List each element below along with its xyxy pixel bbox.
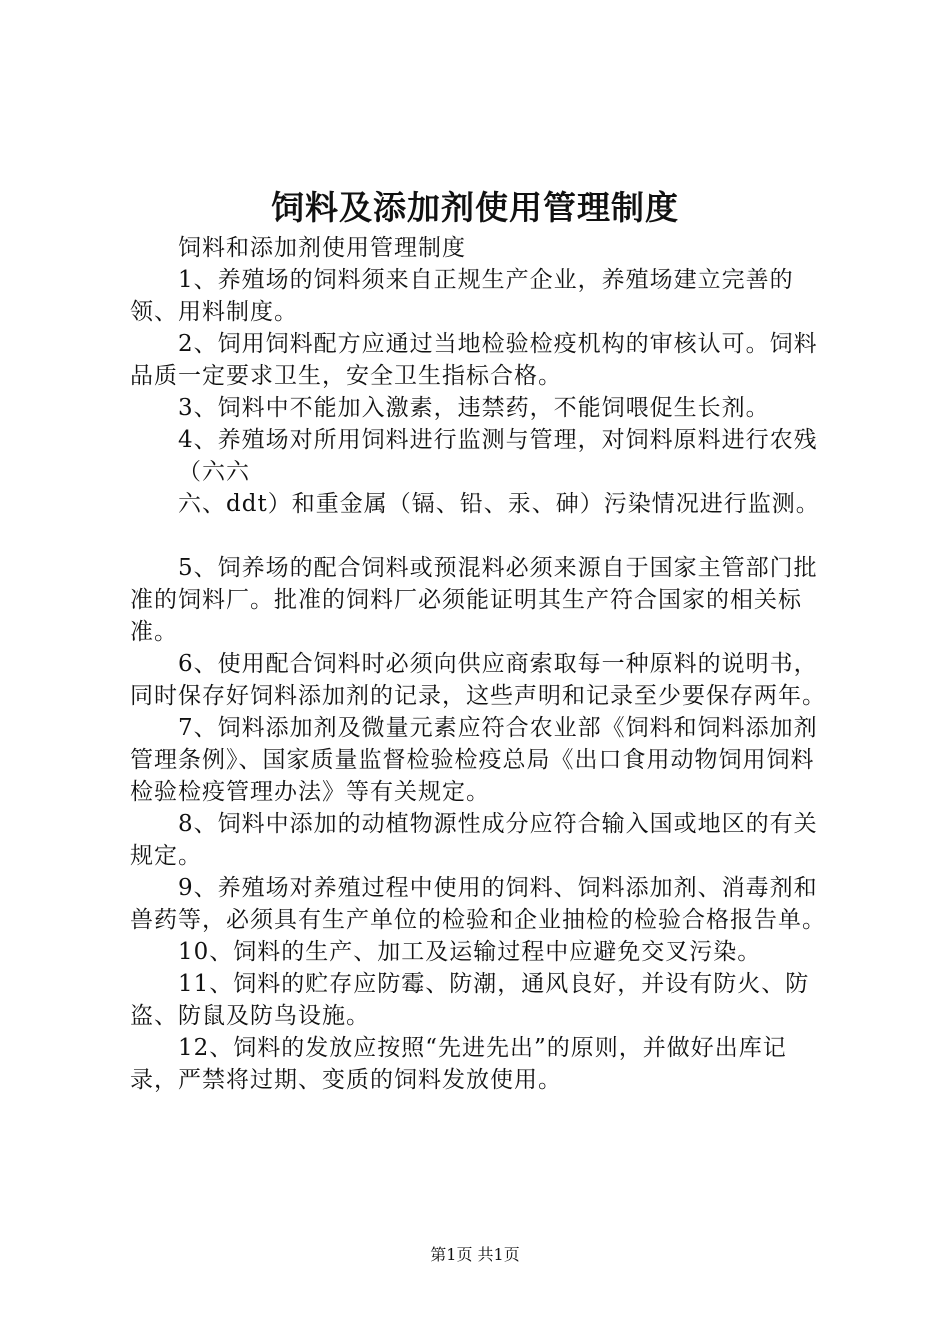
paragraph-1: 1、养殖场的饲料须来自正规生产企业，养殖场建立完善的领、用料制度。	[130, 267, 794, 325]
paragraph-11: 11、饲料的贮存应防霉、防潮，通风良好，并设有防火、防盗、防鼠及防鸟设施。	[130, 971, 810, 1029]
paragraph-2: 2、饲用饲料配方应通过当地检验检疫机构的审核认可。饲料品质一定要求卫生，安全卫生指标合格。	[130, 331, 818, 389]
paragraph-5: 5、饲养场的配合饲料或预混料必须来源自于国家主管部门批准的饲料厂。批准的饲料厂必须能证明其生产符合国家的相关标准。	[130, 555, 818, 645]
paragraph-10: 10、饲料的生产、加工及运输过程中应避免交叉污染。	[178, 939, 762, 965]
document-subtitle: 饲料和添加剂使用管理制度	[178, 235, 466, 261]
paragraph-12: 12、饲料的发放应按照“先进先出”的原则，并做好出库记录，严禁将过期、变质的饲料发放使用。	[130, 1035, 787, 1093]
paragraph-8: 8、饲料中添加的动植物源性成分应符合输入国或地区的有关规定。	[130, 811, 818, 869]
paragraph-7: 7、饲料添加剂及微量元素应符合农业部《饲料和饲料添加剂管理条例》、国家质量监督检验检疫总局《出口食用动物饲用饲料检验检疫管理办法》等有关规定。	[130, 715, 818, 805]
document-title: 饲料及添加剂使用管理制度	[271, 188, 679, 227]
document-body	[130, 232, 830, 1096]
paragraph-3: 3、饲料中不能加入激素，违禁药，不能饲喂促生长剂。	[178, 395, 770, 421]
paragraph-4	[130, 424, 830, 520]
paragraph-4-line-2: 六、ddt）和重金属（镉、铅、汞、砷）污染情况进行监测。	[178, 491, 820, 517]
paragraph-9: 9、养殖场对养殖过程中使用的饲料、饲料添加剂、消毒剂和兽药等，必须具有生产单位的检验和企业抽检的检验合格报告单。	[130, 875, 826, 933]
paragraph-6: 6、使用配合饲料时必须向供应商索取每一种原料的说明书，同时保存好饲料添加剂的记录，这些声明和记录至少要保存两年。	[130, 651, 826, 709]
page-footer: 第1页 共1页	[430, 1245, 520, 1264]
paragraph-4-line-1: 4、养殖场对所用饲料进行监测与管理，对饲料原料进行农残（六六	[178, 427, 818, 485]
